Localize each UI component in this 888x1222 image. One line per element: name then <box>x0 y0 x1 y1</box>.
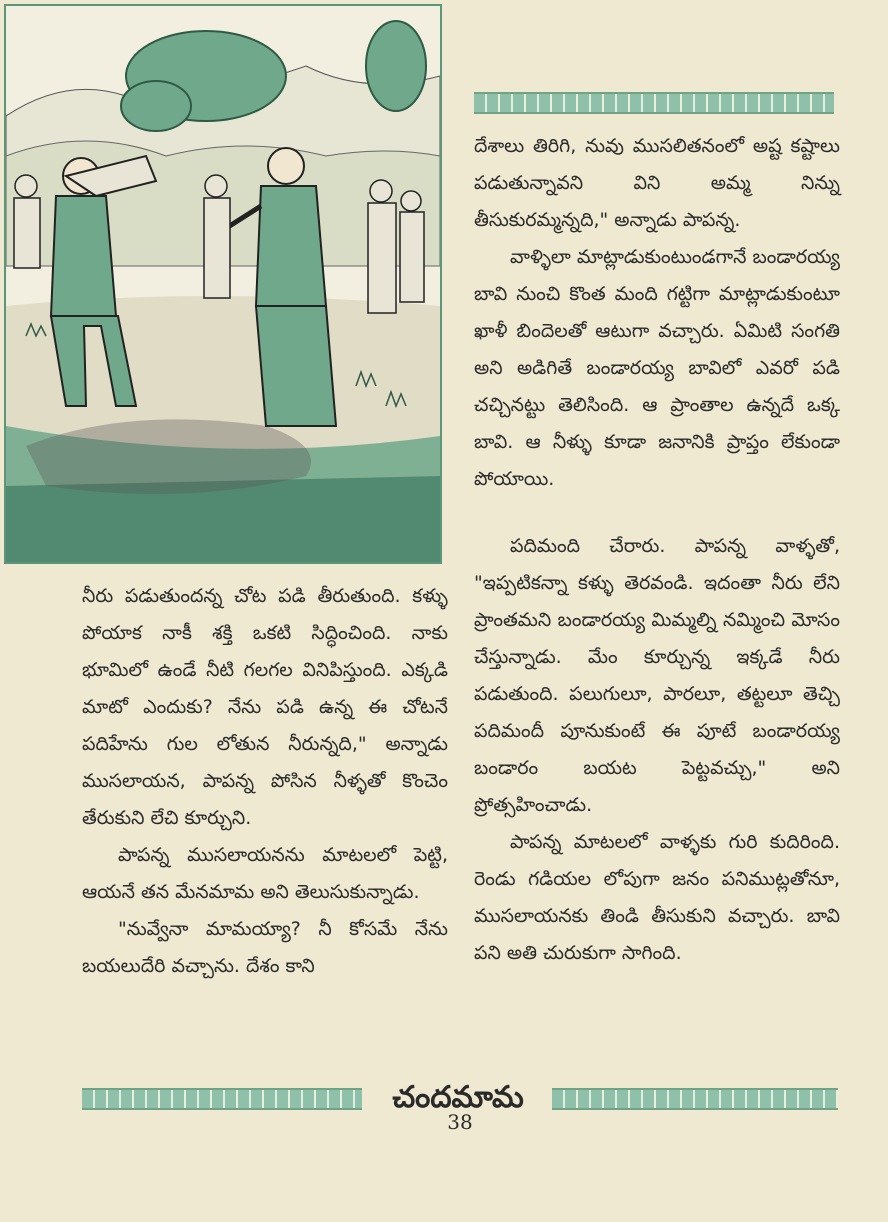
illustration-men-at-well-icon <box>6 6 440 562</box>
decorative-border-footer-right <box>552 1088 838 1110</box>
right-column-bottom <box>474 528 840 972</box>
story-illustration <box>4 4 442 564</box>
paragraph: "నువ్వేనా మామయ్యా? నీ కోసమే నేను బయలుదేరి వచ్చాను. దేశం కాని <box>82 918 448 977</box>
left-column <box>82 578 448 985</box>
paragraph: పాపన్న మాటలలో వాళ్ళకు గురి కుదిరింది. రెండు గడియల లోపుగా జనం పనిముట్లతోనూ, ముసలాయనకు తిండి తీసుకుని వచ్చారు. బావి పని అతి చురుకుగా సాగింది. <box>474 831 840 964</box>
magazine-title: చందమామ <box>392 1080 524 1115</box>
right-column-top <box>474 128 840 498</box>
paragraph: దేశాలు తిరిగి, నువు ముసలితనంలో అష్ట కష్టాలు పడుతున్నావని విని అమ్మ నిన్ను తీసుకురమ్మన్నది," అన్నాడు పాపన్న. <box>474 135 840 231</box>
decorative-border-footer-left <box>82 1088 362 1110</box>
paragraph: నీరు పడుతుందన్న చోట పడి తీరుతుంది. కళ్ళు పోయాక నాకీ శక్తి ఒకటి సిద్ధించింది. నాకు భూమిలో ఉండే నీటి గలగల వినిపిస్తుంది. ఎక్కడి మాటో ఎందుకు? నేను పడి ఉన్న ఈ చోటనే పదిహేను గుల లోతున నీరున్నది," అన్నాడు ముసలాయన, పాపన్న పోసిన నీళ్ళతో కొంచెం తేరుకుని లేచి కూర్చుని. <box>82 585 448 829</box>
decorative-border-top <box>474 92 834 114</box>
paragraph: వాళ్ళిలా మాట్లాడుకుంటుండగానే బండారయ్య బావి నుంచి కొంత మంది గట్టిగా మాట్లాడుకుంటూ ఖాళీ బిందెలతో ఆటుగా వచ్చారు. ఏమిటి సంగతి అని అడిగితే బండారయ్య బావిలో ఎవరో పడి చచ్చినట్టు తెలిసింది. ఆ ప్రాంతాల ఉన్నదే ఒక్క బావి. ఆ నీళ్ళు కూడా జనానికి ప్రాప్తం లేకుండా పోయాయి. <box>474 246 840 490</box>
page-number: 38 <box>447 1110 473 1134</box>
paragraph: పదిమంది చేరారు. పాపన్న వాళ్ళతో, "ఇప్పటికన్నా కళ్ళు తెరవండి. ఇదంతా నీరు లేని ప్రాంతమని బండారయ్య మిమ్మల్ని నమ్మించి మోసం చేస్తున్నాడు. మేం కూర్చున్న ఇక్కడే నీరు పడుతుంది. పలుగులూ, పారలూ, తట్టలూ తెచ్చి పదిమందీ పూనుకుంటే ఈ పూటే బండారయ్య బండారం బయట పెట్టవచ్చు," అని ప్రోత్సహించాడు. <box>474 535 840 816</box>
paragraph: పాపన్న ముసలాయనను మాటలలో పెట్టి, ఆయనే తన మేనమామ అని తెలుసుకున్నాడు. <box>82 844 448 903</box>
